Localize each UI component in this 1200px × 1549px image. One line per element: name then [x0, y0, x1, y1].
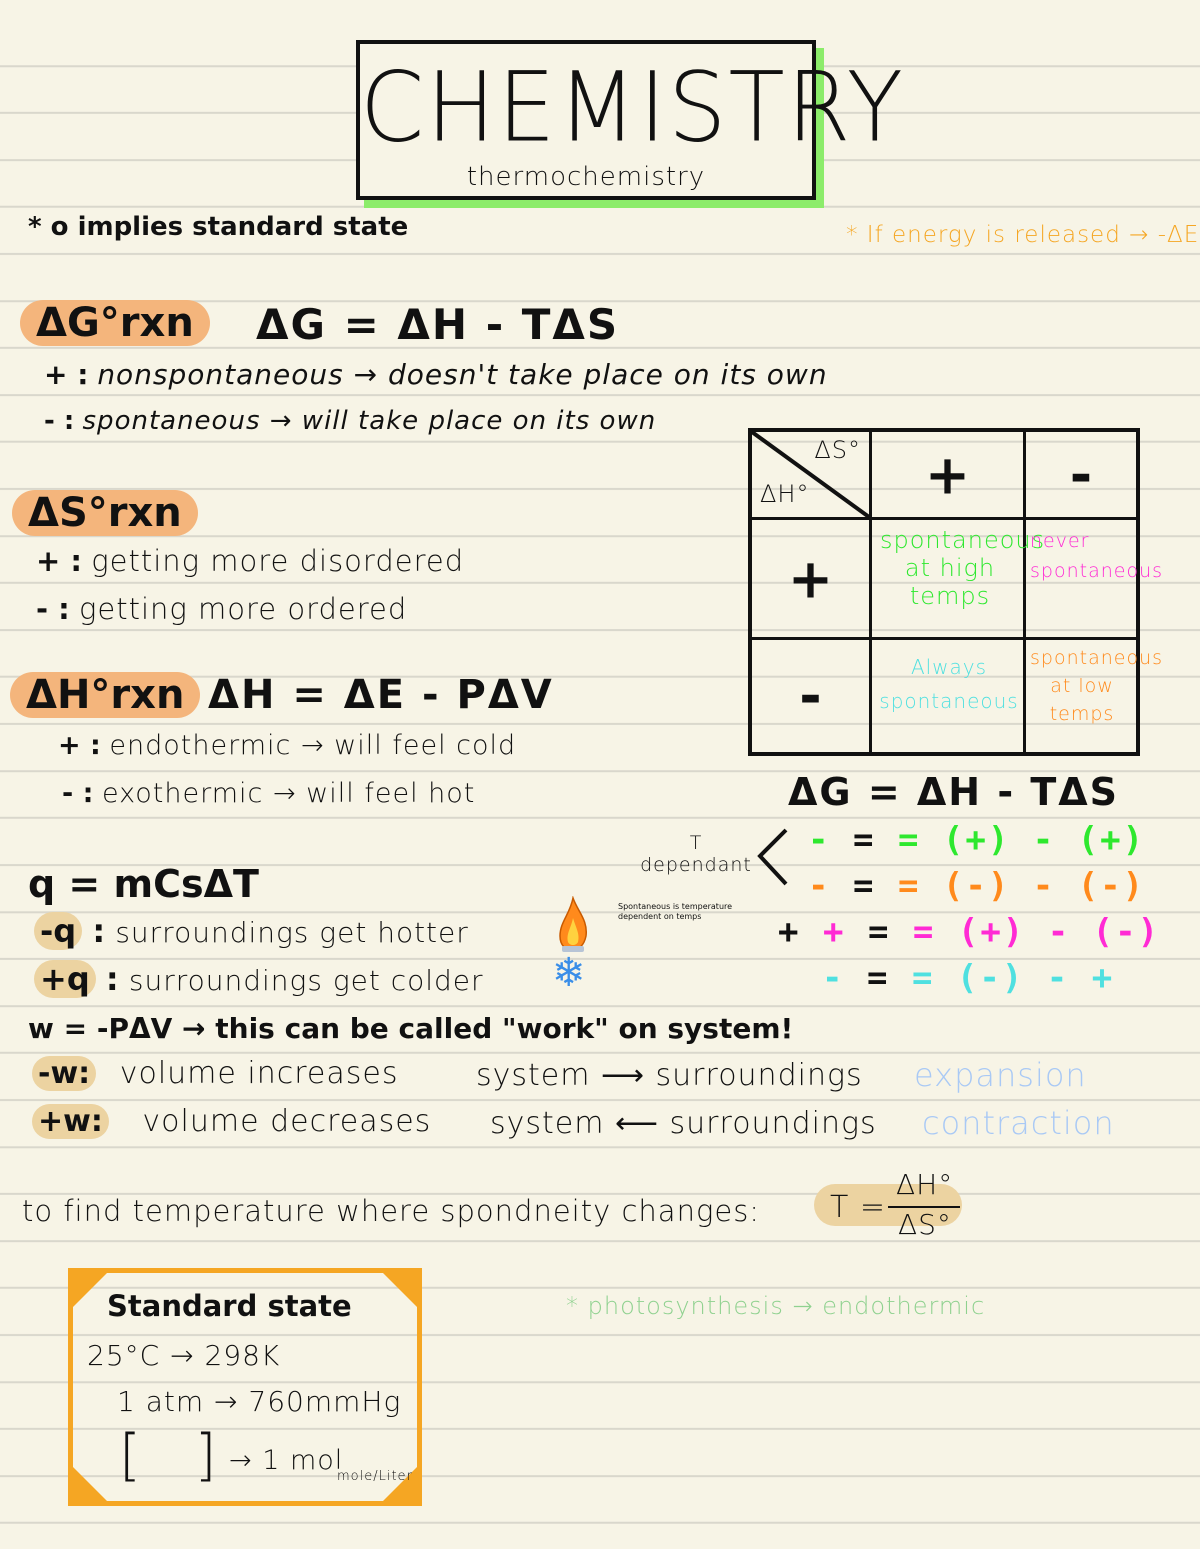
- bracket-icon: [752, 826, 792, 888]
- entropy-plus-sign: + :: [36, 544, 82, 578]
- work-pos-label: +w:: [32, 1104, 109, 1139]
- enthalpy-plus-text: endothermic → will feel cold: [109, 730, 517, 761]
- relation-row-1: - = = (+) - (+): [808, 820, 1146, 860]
- work-pos-text: volume decreases: [142, 1104, 432, 1139]
- energy-note: * If energy is released → -ΔE: [846, 222, 1200, 248]
- entropy-minus-text: getting more ordered: [78, 592, 408, 626]
- photosynthesis-note: * photosynthesis → endothermic: [566, 1292, 986, 1320]
- t-dependant-label: T dependant: [640, 832, 752, 876]
- heat-equation: q = mCsΔT: [28, 862, 259, 906]
- spontaneity-note: Spontaneous is temperature dependent on temps: [618, 902, 733, 921]
- col-header-plus: +: [872, 432, 1026, 520]
- concentration-bracket: [ ]: [119, 1423, 235, 1488]
- title-box: [356, 40, 905, 200]
- row-header-plus: +: [752, 520, 872, 640]
- work-contraction: contraction: [922, 1104, 1115, 1142]
- entropy-plus-text: getting more disordered: [91, 544, 465, 578]
- gibbs-plus-text: nonspontaneous → doesn't take place on its own: [97, 358, 828, 391]
- relations-equation: ΔG = ΔH - TΔS: [788, 770, 1120, 814]
- relation-row-3: + + = = (+) - (-): [778, 912, 1161, 952]
- row-header-minus: -: [752, 640, 872, 752]
- standard-state-note: * o implies standard state: [28, 212, 409, 242]
- gibbs-plus-sign: + :: [44, 358, 89, 391]
- page-title: CHEMISTRY: [360, 51, 905, 164]
- entropy-label: ΔS°rxn: [12, 490, 198, 536]
- entropy-minus-sign: - :: [36, 592, 70, 626]
- gibbs-label: ΔG°rxn: [20, 300, 210, 346]
- relation-row-4: - = = (-) - +: [822, 958, 1115, 998]
- formula-numerator: ΔH°: [896, 1168, 954, 1201]
- work-pos-flow: system ⟵ surroundings: [490, 1106, 877, 1141]
- heat-pos-label: +q: [34, 960, 96, 998]
- enthalpy-minus-text: exothermic → will feel hot: [102, 778, 476, 809]
- heat-neg-label: -q: [34, 912, 82, 950]
- formula-lhs: T =: [830, 1190, 886, 1225]
- work-neg-flow: system ⟶ surroundings: [476, 1058, 863, 1093]
- cell-minus-minus: spontaneous at low temps: [1030, 647, 1164, 725]
- formula-denominator: ΔS°: [898, 1208, 952, 1241]
- standard-state-box: [68, 1268, 422, 1506]
- enthalpy-label: ΔH°rxn: [10, 672, 200, 718]
- standard-state-title: Standard state: [107, 1289, 352, 1323]
- work-equation: w = -PΔV → this can be called "work" on system!: [28, 1012, 794, 1045]
- heat-neg-text: surroundings get hotter: [115, 916, 469, 949]
- work-neg-text: volume increases: [119, 1056, 399, 1091]
- header-delta-h: ΔH°: [760, 480, 810, 508]
- enthalpy-plus-sign: + :: [58, 730, 101, 761]
- gibbs-minus-sign: - :: [44, 406, 75, 436]
- gibbs-equation: ΔG = ΔH - TΔS: [256, 300, 620, 349]
- heat-pos-text: surroundings get colder: [128, 964, 484, 997]
- work-neg-label: -w:: [32, 1056, 96, 1091]
- col-header-minus: -: [1026, 432, 1136, 520]
- cell-minus-plus: Always spontaneous: [872, 640, 1026, 752]
- enthalpy-minus-sign: - :: [62, 778, 94, 809]
- header-delta-s: ΔS°: [814, 436, 861, 464]
- spontaneity-table: [748, 428, 1164, 756]
- standard-state-conc: → 1 mol: [229, 1445, 344, 1476]
- snowflake-icon: ❄: [552, 950, 586, 996]
- enthalpy-equation: ΔH = ΔE - PΔV: [208, 672, 554, 718]
- flame-icon: [556, 896, 590, 952]
- spontaneity-temp-text: to find temperature where spondneity changes:: [22, 1194, 761, 1228]
- table-header-corner: [752, 432, 872, 520]
- standard-state-temp: 25°C → 298K: [87, 1339, 281, 1372]
- relation-row-2: - = = (-) - (-): [808, 866, 1146, 906]
- work-expansion: expansion: [914, 1056, 1087, 1094]
- cell-plus-plus: spontaneous at high temps: [872, 520, 1026, 640]
- standard-state-pressure: 1 atm → 760mmHg: [117, 1385, 402, 1418]
- gibbs-minus-text: spontaneous → will take place on its own: [82, 406, 657, 436]
- standard-state-conc-unit: mole/Liter: [337, 1469, 413, 1484]
- page-subtitle: thermochemistry: [466, 162, 706, 192]
- cell-plus-minus: never spontaneous: [1026, 520, 1136, 640]
